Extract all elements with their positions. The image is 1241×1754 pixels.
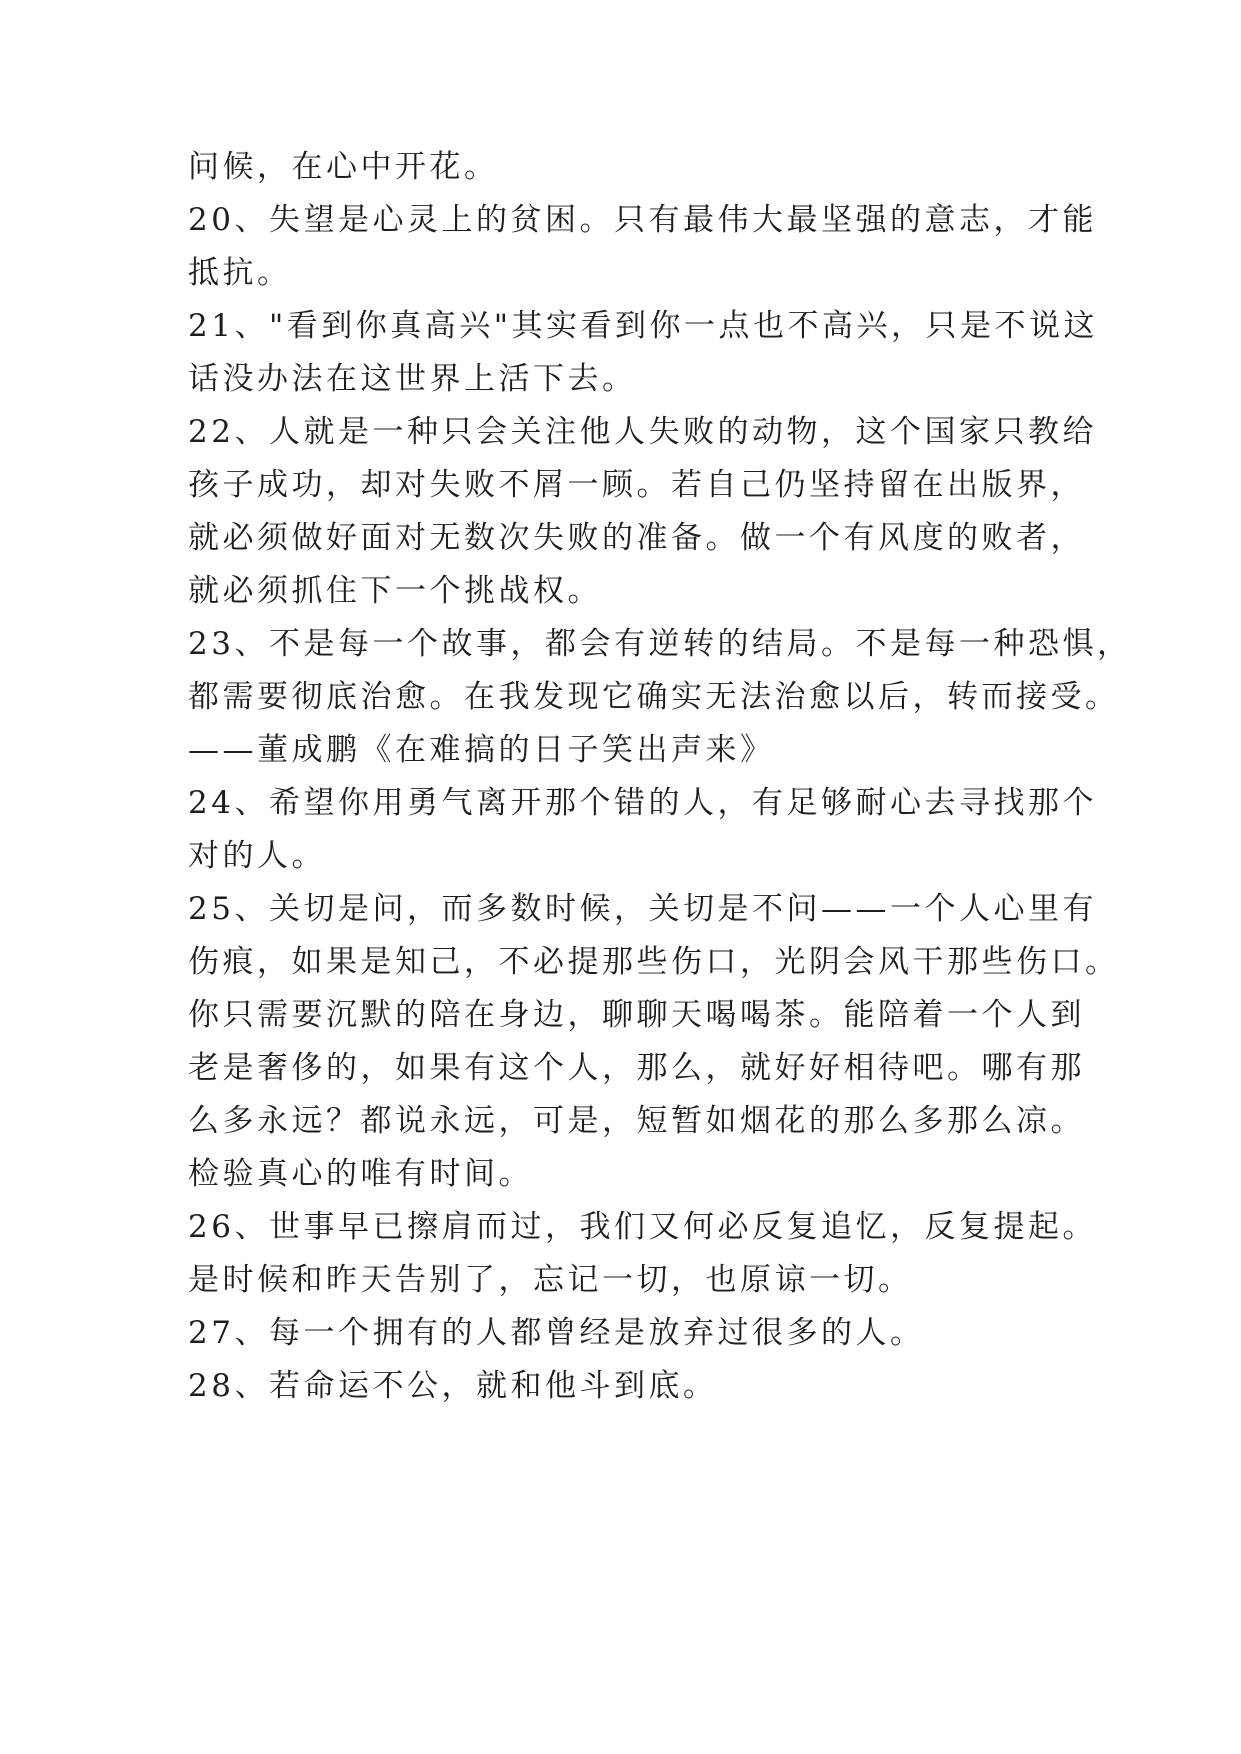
text-line: 伤痕，如果是知己，不必提那些伤口，光阴会风干那些伤口。 <box>188 944 1120 980</box>
text-line: 22、人就是一种只会关注他人失败的动物，这个国家只教给 <box>188 414 1097 450</box>
text-line: 就必须抓住下一个挑战权。 <box>188 573 602 609</box>
text-line: 么多永远？都说永远，可是，短暂如烟花的那么多那么凉。 <box>188 1103 1085 1139</box>
text-line: 都需要彻底治愈。在我发现它确实无法治愈以后，转而接受。 <box>188 679 1120 715</box>
text-line: 检验真心的唯有时间。 <box>188 1156 533 1192</box>
text-line: 23、不是每一个故事，都会有逆转的结局。不是每一种恐惧， <box>188 626 1132 662</box>
text-line: 孩子成功，却对失败不屑一顾。若自己仍坚持留在出版界， <box>188 467 1085 503</box>
text-line: 是时候和昨天告别了，忘记一切，也原谅一切。 <box>188 1262 913 1298</box>
text-line: 对的人。 <box>188 838 326 874</box>
text-line: ——董成鹏《在难搞的日子笑出声来》 <box>188 732 775 768</box>
text-line: 24、希望你用勇气离开那个错的人，有足够耐心去寻找那个 <box>188 785 1097 821</box>
text-line: 27、每一个拥有的人都曾经是放弃过很多的人。 <box>188 1315 925 1351</box>
text-line: 老是奢侈的，如果有这个人，那么，就好好相待吧。哪有那 <box>188 1050 1085 1086</box>
text-line: 21、"看到你真高兴"其实看到你一点也不高兴，只是不说这 <box>188 308 1098 344</box>
text-line: 你只需要沉默的陪在身边，聊聊天喝喝茶。能陪着一个人到 <box>188 997 1085 1033</box>
text-line: 话没办法在这世界上活下去。 <box>188 361 637 397</box>
text-line: 抵抗。 <box>188 255 292 291</box>
text-line: 28、若命运不公，就和他斗到底。 <box>188 1368 718 1404</box>
text-line: 20、失望是心灵上的贫困。只有最伟大最坚强的意志，才能 <box>188 202 1097 238</box>
text-line: 就必须做好面对无数次失败的准备。做一个有风度的败者， <box>188 520 1085 556</box>
text-line: 25、关切是问，而多数时候，关切是不问——一个人心里有 <box>188 891 1097 927</box>
text-line: 26、世事早已擦肩而过，我们又何必反复追忆，反复提起。 <box>188 1209 1097 1245</box>
text-line: 问候，在心中开花。 <box>188 149 499 185</box>
